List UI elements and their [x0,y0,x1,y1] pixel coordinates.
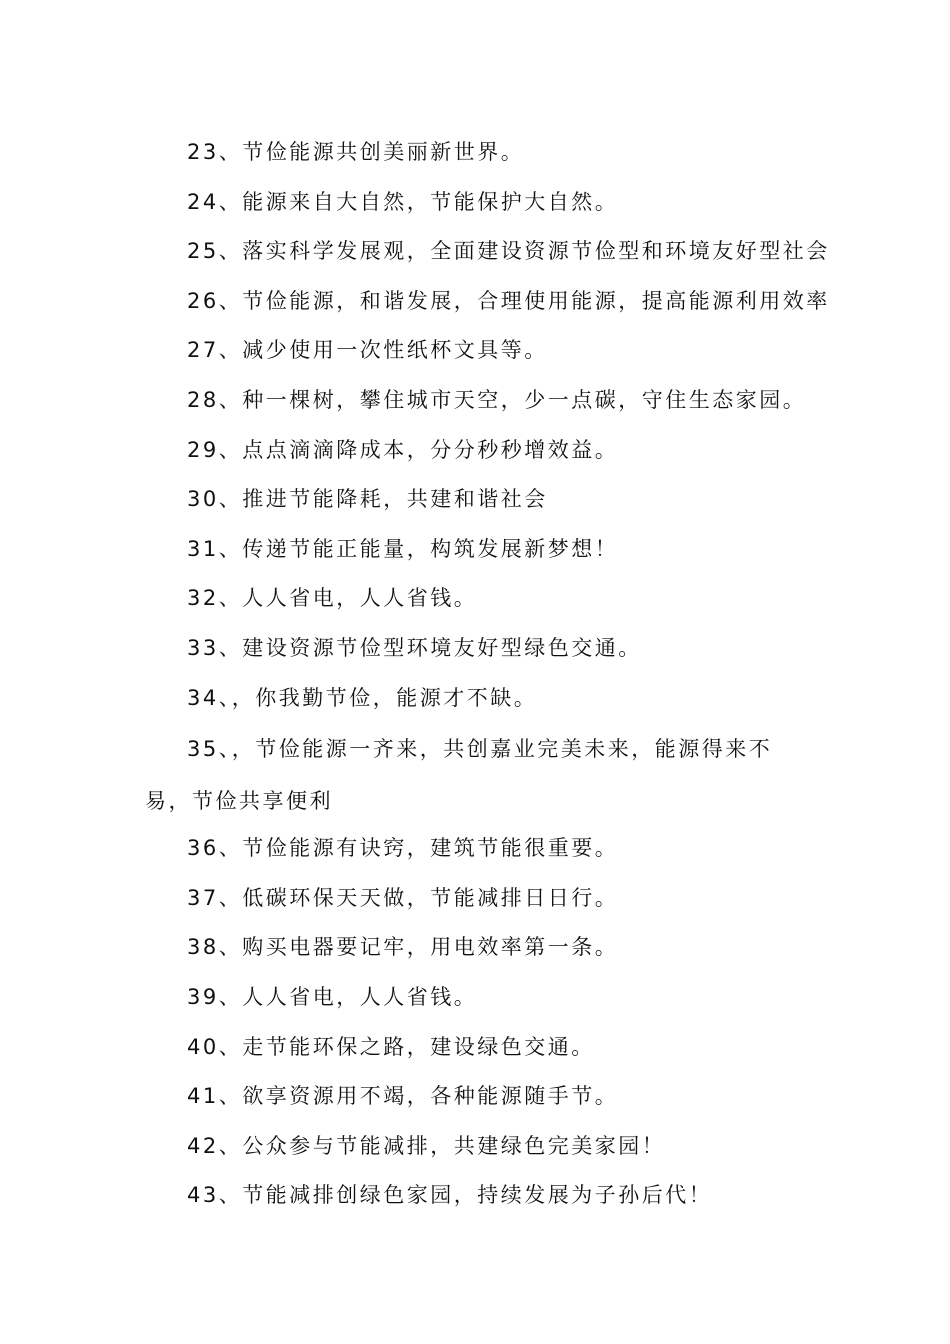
list-item: 25、落实科学发展观，全面建设资源节俭型和环境友好型社会 [187,239,830,264]
list-item: 43、节能减排创绿色家园，持续发展为子孙后代！ [187,1183,713,1208]
list-item: 24、能源来自大自然，节能保护大自然。 [187,189,619,214]
list-item: 37、低碳环保天天做，节能减排日日行。 [187,885,619,910]
list-item: 33、建设资源节俭型环境友好型绿色交通。 [187,635,642,660]
list-item: 29、点点滴滴降成本，分分秒秒增效益。 [187,437,619,462]
slogan-list [145,132,830,1225]
list-item: 39、人人省电，人人省钱。 [187,984,478,1009]
list-item: 40、走节能环保之路，建设绿色交通。 [187,1034,595,1059]
list-item: 35、，节俭能源一齐来，共创嘉业完美未来，能源得来不易，节俭共享便利 [145,737,773,814]
list-item: 27、减少使用一次性纸杯文具等。 [187,338,548,363]
list-item: 41、欲享资源用不竭，各种能源随手节。 [187,1084,619,1109]
list-item: 31、传递节能正能量，构筑发展新梦想！ [187,536,619,561]
list-item: 36、节俭能源有诀窍，建筑节能很重要。 [187,836,619,861]
list-item: 28、种一棵树，攀住城市天空，少一点碳，守住生态家园。 [187,387,807,412]
list-item: 23、节俭能源共创美丽新世界。 [187,140,525,164]
list-item: 42、公众参与节能减排，共建绿色完美家园！ [187,1133,666,1158]
list-item: 30、推进节能降耗，共建和谐社会 [187,487,548,512]
list-item: 26、节俭能源，和谐发展，合理使用能源，提高能源利用效率 [187,288,830,313]
list-item: 38、购买电器要记牢，用电效率第一条。 [187,935,619,960]
list-item: 32、人人省电，人人省钱。 [187,586,478,611]
list-item: 34、，你我勤节俭，能源才不缺。 [187,685,538,710]
